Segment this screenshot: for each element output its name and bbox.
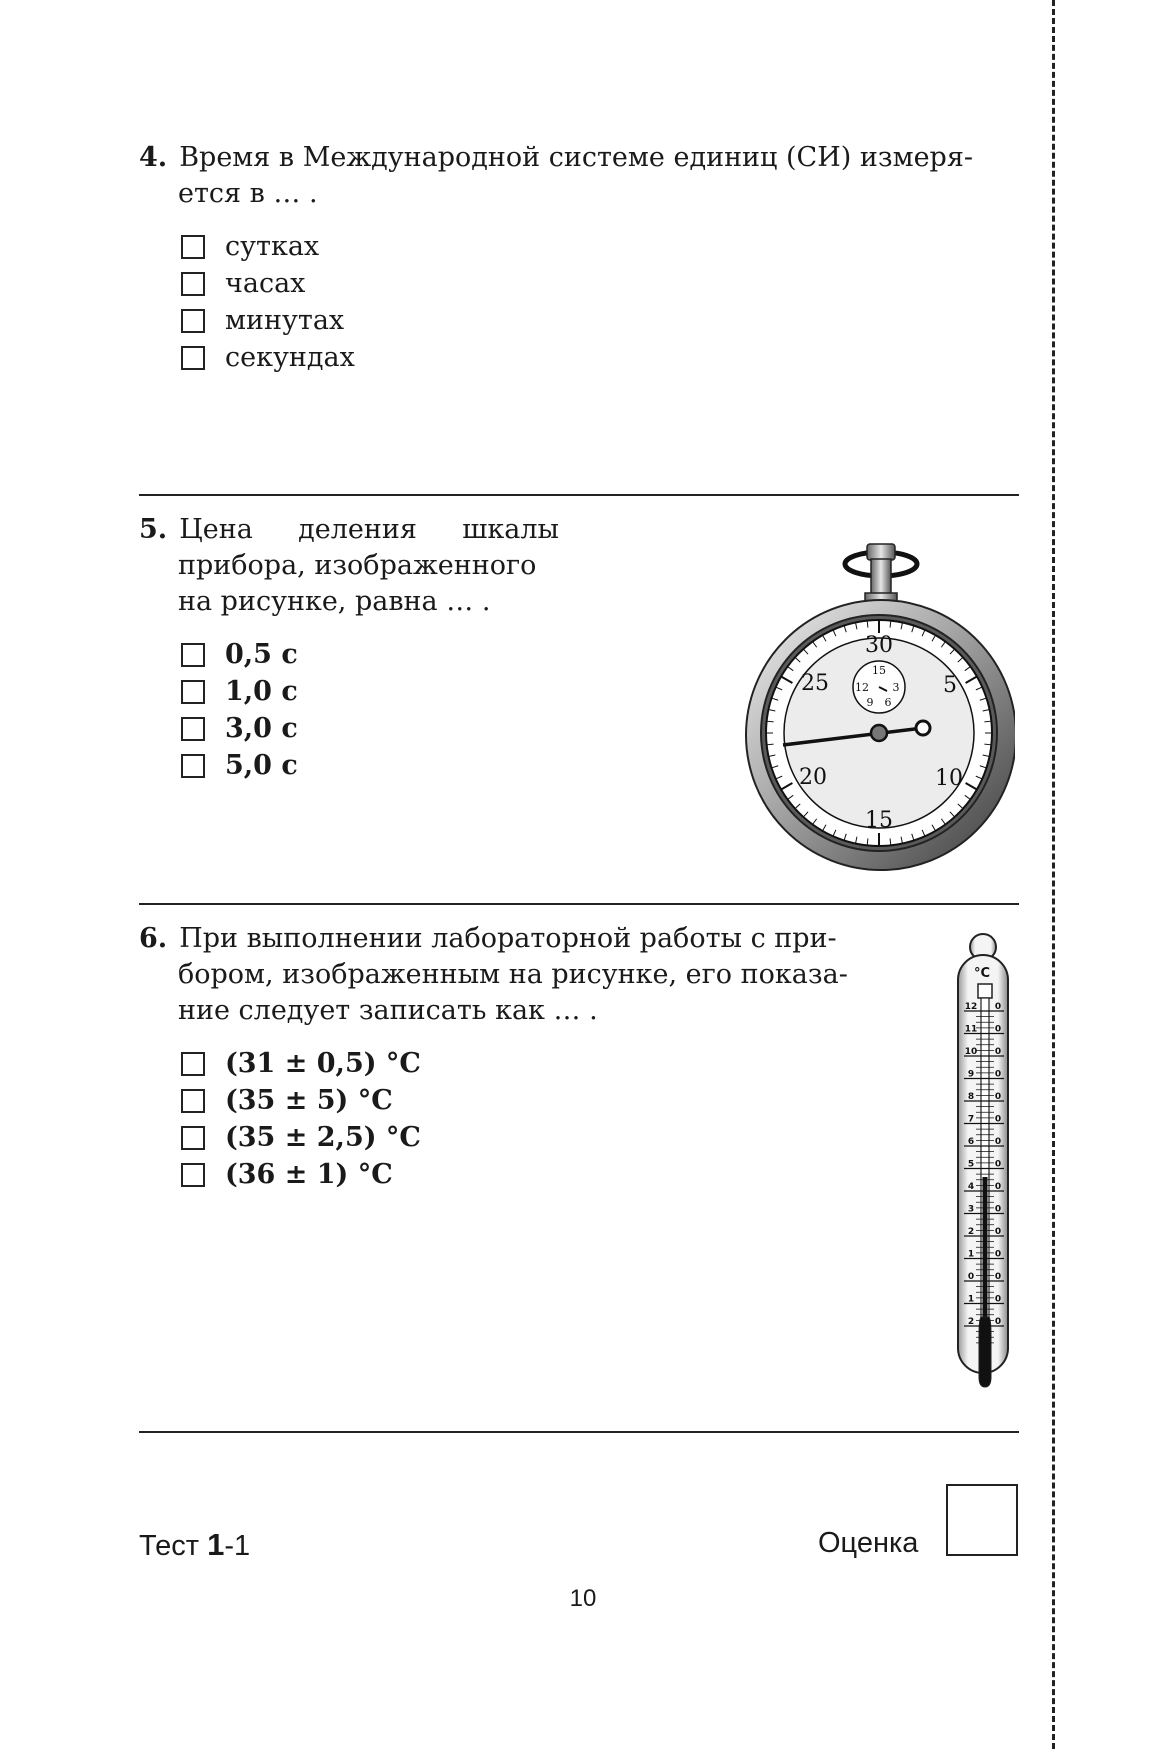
scale-label: 7 [967, 1114, 975, 1125]
scale-label: 4 [967, 1182, 975, 1192]
test-prefix: Тест [139, 1530, 199, 1562]
question-line: Время в Международной системе единиц (СИ) измеря- [179, 142, 973, 173]
test-number: 1 [207, 1527, 225, 1562]
sub-dial-label: 15 [872, 664, 886, 677]
checkbox[interactable] [181, 346, 205, 370]
answer-option[interactable] [181, 747, 559, 784]
scale-suffix: 0 [994, 1227, 1002, 1237]
scale-label: 8 [967, 1092, 975, 1102]
grade-label: Оценка [818, 1527, 919, 1559]
answer-option[interactable] [181, 1156, 879, 1193]
scale-suffix: 0 [994, 1249, 1002, 1260]
question-number: 4. [139, 142, 168, 173]
option-label: (31 ± 0,5) °С [225, 1048, 421, 1079]
checkbox[interactable] [181, 754, 205, 778]
dial-label: 15 [865, 808, 893, 833]
answer-option[interactable] [181, 710, 559, 747]
question-line: При выполнении лабораторной работы с при- [179, 923, 837, 954]
checkbox[interactable] [181, 309, 205, 333]
scale-label: 1 [967, 1249, 975, 1260]
question-4-text [139, 140, 1019, 212]
checkbox[interactable] [181, 1052, 205, 1076]
scale-suffix: 0 [994, 1294, 1002, 1305]
option-label: (35 ± 2,5) °С [225, 1122, 421, 1153]
crown-button [867, 544, 895, 560]
divider [139, 494, 1019, 496]
divider [139, 1431, 1019, 1433]
question-line: прибора, изображенного [178, 550, 537, 581]
checkbox[interactable] [181, 643, 205, 667]
answer-option[interactable] [181, 265, 1019, 302]
answer-option[interactable] [181, 1119, 879, 1156]
scale-suffix: 0 [994, 1069, 1002, 1080]
scale-suffix: 0 [994, 1182, 1002, 1192]
option-label: (35 ± 5) °С [225, 1085, 393, 1116]
hand-tip [916, 721, 930, 735]
scale-label: 11 [964, 1024, 978, 1035]
answer-option[interactable] [181, 302, 1019, 339]
scale-label: 12 [964, 1002, 978, 1012]
checkbox[interactable] [181, 235, 205, 259]
checkbox[interactable] [181, 680, 205, 704]
thermometer-image [950, 925, 1010, 1405]
option-label: (36 ± 1) °С [225, 1159, 393, 1190]
checkbox[interactable] [181, 717, 205, 741]
checkbox[interactable] [181, 1163, 205, 1187]
test-label [139, 1527, 250, 1563]
answer-option[interactable] [181, 673, 559, 710]
question-number: 5. [139, 514, 168, 545]
option-label: 1,0 с [225, 676, 298, 707]
hand-pivot [871, 725, 887, 741]
question-5-text [139, 512, 559, 620]
sub-dial-label: 9 [866, 696, 874, 709]
question-line: бором, изображенным на рисунке, его показа- [178, 959, 848, 990]
scale-suffix: 0 [994, 1002, 1002, 1012]
dial-label: 30 [865, 633, 893, 658]
checkbox[interactable] [181, 1089, 205, 1113]
scale-label: 6 [967, 1137, 975, 1147]
sub-dial-label: 12 [855, 681, 869, 694]
question-6 [139, 921, 879, 1193]
scale-suffix: 0 [994, 1137, 1002, 1147]
dial-label: 5 [943, 673, 957, 698]
dial-label: 25 [801, 671, 829, 696]
bulb [979, 1317, 991, 1387]
checkbox[interactable] [181, 272, 205, 296]
option-label: сутках [225, 231, 320, 262]
answer-option[interactable] [181, 228, 1019, 265]
answer-option[interactable] [181, 339, 1019, 376]
scale-label: 3 [967, 1204, 975, 1215]
sub-dial-label: 3 [892, 681, 900, 694]
question-4 [139, 140, 1019, 376]
option-label: 3,0 с [225, 713, 298, 744]
cut-line [1052, 0, 1055, 1749]
answer-option[interactable] [181, 636, 559, 673]
scale-suffix: 0 [994, 1159, 1002, 1170]
scale-suffix: 0 [994, 1092, 1002, 1102]
divider [139, 903, 1019, 905]
question-number: 6. [139, 923, 168, 954]
scale-label: 1 [967, 1294, 975, 1305]
option-label: секундах [225, 342, 355, 373]
question-6-text [139, 921, 879, 1029]
stem [871, 559, 891, 597]
grade-box[interactable] [946, 1484, 1018, 1556]
scale-suffix: 0 [994, 1024, 1002, 1035]
answer-options [181, 636, 559, 784]
question-line: ние следует записать как … . [178, 995, 598, 1026]
question-5 [139, 512, 559, 784]
scale-label: 10 [964, 1047, 978, 1057]
option-label: 5,0 с [225, 750, 298, 781]
scale-label: 2 [967, 1227, 975, 1237]
scale-suffix: 0 [994, 1047, 1002, 1057]
answer-option[interactable] [181, 1082, 879, 1119]
answer-options [181, 228, 1019, 376]
scale-label: 0 [967, 1272, 975, 1282]
scale-suffix: 0 [994, 1272, 1002, 1282]
dial-label: 10 [935, 766, 963, 791]
scale-label: 9 [967, 1069, 975, 1080]
question-line: ется в … . [178, 178, 318, 209]
sub-dial-label: 6 [884, 696, 892, 709]
capillary-top [978, 984, 992, 998]
checkbox[interactable] [181, 1126, 205, 1150]
answer-options [181, 1045, 879, 1193]
question-line: Цена деления шкалы [179, 514, 559, 545]
page-number: 10 [569, 1585, 597, 1612]
scale-suffix: 0 [994, 1204, 1002, 1215]
option-label: 0,5 с [225, 639, 298, 670]
scale-label: 5 [967, 1159, 975, 1170]
scale-suffix: 0 [994, 1114, 1002, 1125]
option-label: минутах [225, 305, 345, 336]
unit-label: °С [973, 966, 991, 981]
answer-option[interactable] [181, 1045, 879, 1082]
option-label: часах [225, 268, 306, 299]
scale-label: 2 [967, 1317, 975, 1327]
question-line: на рисунке, равна … . [178, 586, 491, 617]
stopwatch-image [735, 535, 1015, 880]
scale-suffix: 0 [994, 1317, 1002, 1327]
dial-label: 20 [799, 765, 827, 790]
test-suffix: -1 [224, 1530, 251, 1562]
